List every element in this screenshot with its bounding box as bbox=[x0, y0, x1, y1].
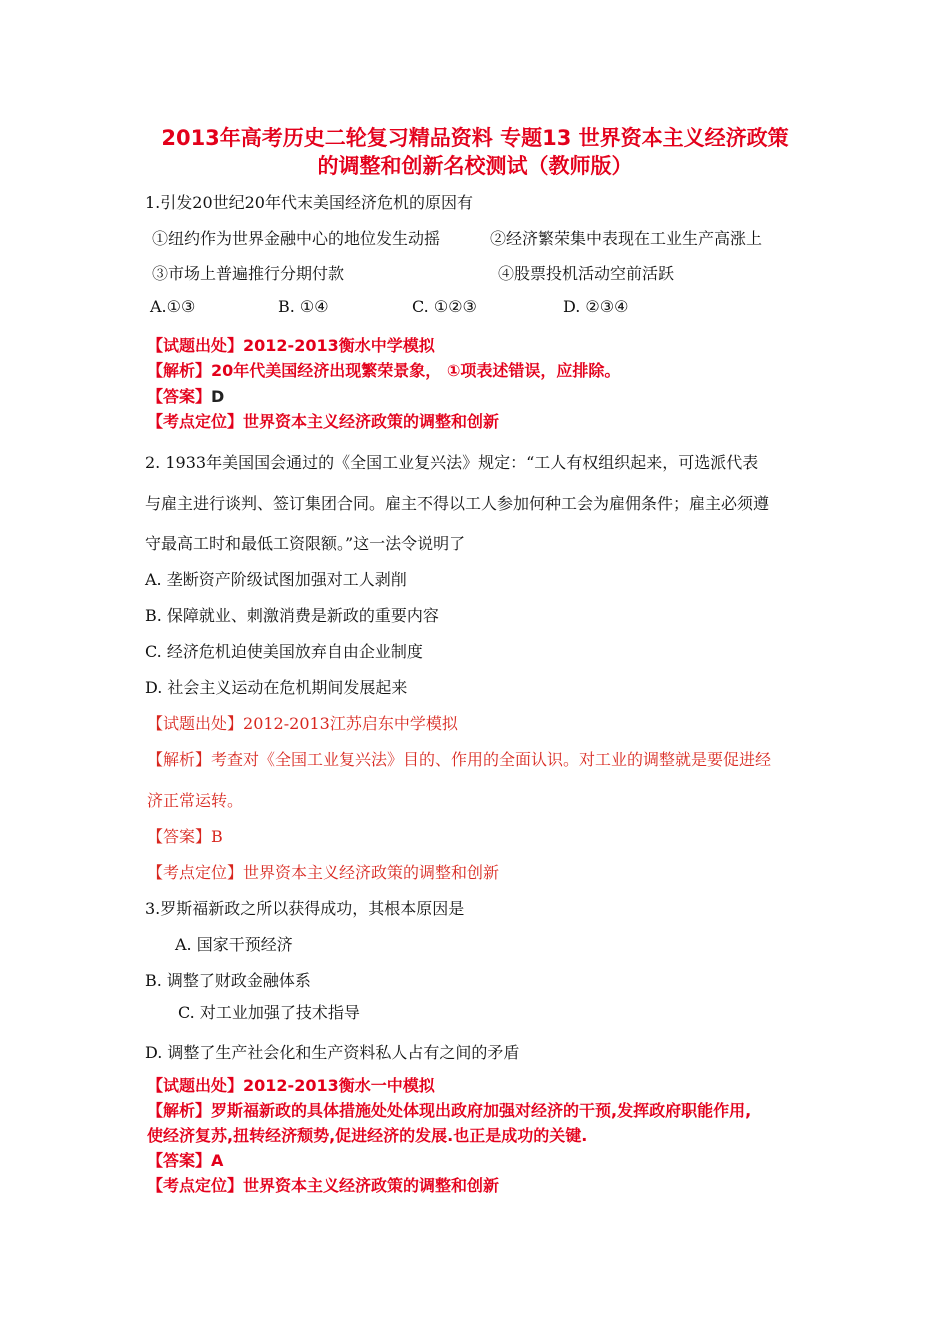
q1-option-c: C. ①②③ bbox=[412, 297, 477, 316]
q3-answer: 【答案】A bbox=[147, 1151, 224, 1170]
q1-item-2: ②经济繁荣集中表现在工业生产高涨上 bbox=[490, 229, 763, 248]
q1-source: 【试题出处】2012-2013衡水中学模拟 bbox=[147, 336, 435, 355]
q1-item-3: ③市场上普遍推行分期付款 bbox=[152, 264, 345, 283]
document-title-line-2: 的调整和创新名校测试（教师版） bbox=[317, 154, 633, 178]
q2-option-d: D. 社会主义运动在危机期间发展起来 bbox=[145, 678, 408, 697]
q2-analysis-line-1: 【解析】考查对《全国工业复兴法》目的、作用的全面认识。对工业的调整就是要促进经 bbox=[147, 750, 772, 769]
q1-item-4: ④股票投机活动空前活跃 bbox=[498, 264, 675, 283]
q1-answer: 【答案】D bbox=[147, 387, 225, 406]
q2-stem-line-1: 2. 1933年美国国会通过的《全国工业复兴法》规定：“工人有权组织起来，可选派代表 bbox=[145, 453, 759, 472]
q3-option-c: C. 对工业加强了技术指导 bbox=[178, 1003, 360, 1022]
q2-source: 【试题出处】2012-2013江苏启东中学模拟 bbox=[147, 714, 458, 733]
q2-stem-line-2: 与雇主进行谈判、签订集团合同。雇主不得以工人参加何种工会为雇佣条件；雇主必须遵 bbox=[145, 494, 770, 513]
q3-option-a: A. 国家干预经济 bbox=[175, 935, 293, 954]
q1-option-b: B. ①④ bbox=[278, 297, 329, 316]
q1-stem: 1.引发20世纪20年代末美国经济危机的原因有 bbox=[145, 193, 473, 212]
q2-option-a: A. 垄断资产阶级试图加强对工人剥削 bbox=[145, 570, 407, 589]
q1-knowledge-point: 【考点定位】世界资本主义经济政策的调整和创新 bbox=[147, 412, 500, 431]
q3-option-b: B. 调整了财政金融体系 bbox=[145, 971, 311, 990]
document-title-line-1: 2013年高考历史二轮复习精品资料 专题13 世界资本主义经济政策 bbox=[161, 126, 789, 150]
q2-knowledge-point: 【考点定位】世界资本主义经济政策的调整和创新 bbox=[147, 863, 500, 882]
q3-analysis-line-2: 使经济复苏,扭转经济颓势,促进经济的发展.也正是成功的关键. bbox=[147, 1126, 588, 1145]
q2-answer: 【答案】B bbox=[147, 827, 223, 846]
q2-option-c: C. 经济危机迫使美国放弃自由企业制度 bbox=[145, 642, 423, 661]
q3-stem: 3.罗斯福新政之所以获得成功，其根本原因是 bbox=[145, 899, 465, 918]
q1-item-1: ①纽约作为世界金融中心的地位发生动摇 bbox=[152, 229, 441, 248]
q1-option-d: D. ②③④ bbox=[563, 297, 629, 316]
q2-stem-line-3: 守最高工时和最低工资限额。”这一法令说明了 bbox=[145, 534, 466, 553]
q2-analysis-line-2: 济正常运转。 bbox=[147, 791, 244, 810]
q1-option-a: A.①③ bbox=[150, 297, 196, 316]
q2-option-b: B. 保障就业、刺激消费是新政的重要内容 bbox=[145, 606, 439, 625]
q1-analysis: 【解析】20年代美国经济出现繁荣景象， ①项表述错误，应排除。 bbox=[147, 361, 621, 380]
q3-analysis-line-1: 【解析】罗斯福新政的具体措施处处体现出政府加强对经济的干预,发挥政府职能作用, bbox=[147, 1101, 752, 1120]
q3-source: 【试题出处】2012-2013衡水一中模拟 bbox=[147, 1076, 435, 1095]
q3-knowledge-point: 【考点定位】世界资本主义经济政策的调整和创新 bbox=[147, 1176, 500, 1195]
q3-option-d: D. 调整了生产社会化和生产资料私人占有之间的矛盾 bbox=[145, 1043, 520, 1062]
